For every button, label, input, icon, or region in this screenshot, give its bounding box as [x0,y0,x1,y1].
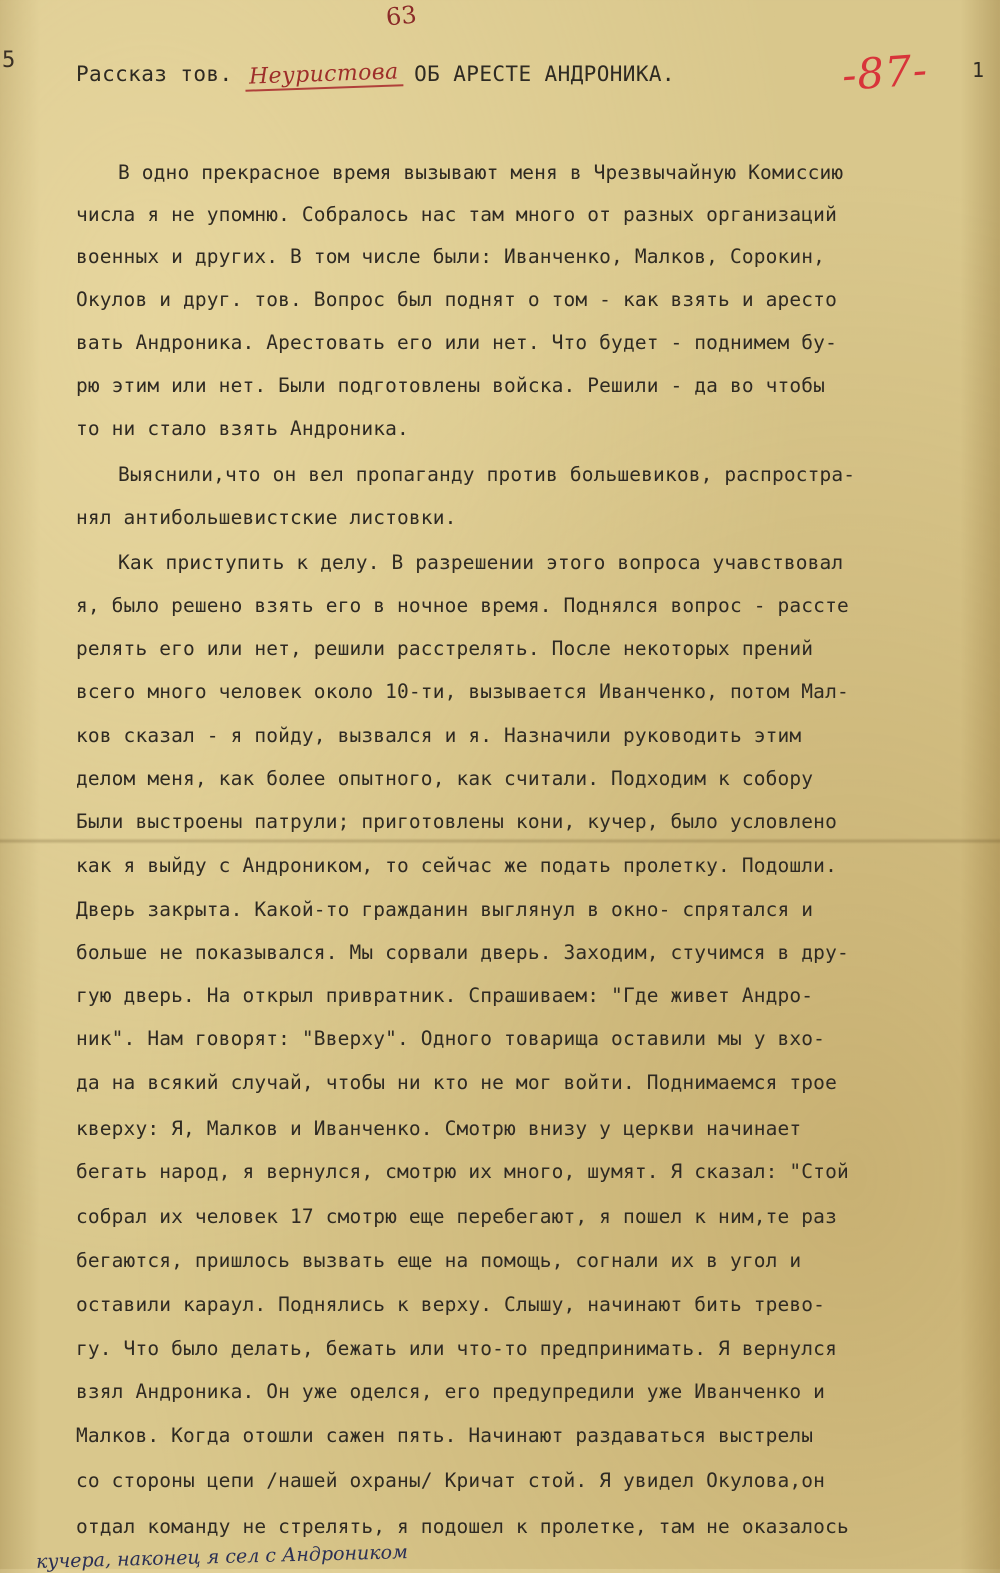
edge-mark: 1 [972,58,985,82]
text-line: отдал команду не стрелять, я подошел к пролетке, там не оказалось [76,1515,849,1538]
text-line: Малков. Когда отошли сажен пять. Начинают раздаваться выстрелы [76,1424,814,1447]
title-text: ОБ АРЕСТЕ АНДРОНИКА. [414,62,675,86]
text-line: Были выстроены патрули; приготовлены кони, кучер, было условлено [76,810,837,833]
text-line: оставили караул. Поднялись к верху. Слышу, начинают бить трево- [76,1293,826,1316]
title-prefix: Рассказ тов. [76,62,233,86]
text-line: делом меня, как более опытного, как считали. Подходим к собору [76,767,814,790]
text-line: числа я не упомню. Собралось нас там много от разных организаций [76,203,837,226]
text-line: В одно прекрасное время вызывают меня в Чрезвычайную Комиссию [118,161,844,184]
archive-number-stamp: -87- [840,45,930,100]
text-line: гу. Что было делать, бежать или что-то предпринимать. Я вернулся [76,1337,837,1360]
title-handwritten-name: Неуристова [244,59,402,91]
text-line: взял Андроника. Он уже оделся, его предупредили уже Иванченко и [76,1380,826,1403]
text-line: ков сказал - я пойду, вызвался и я. Назначили руководить этим [76,724,802,747]
text-line: как я выйду с Андроником, то сейчас же подать пролетку. Подошли. [76,854,837,877]
handwritten-note: кучера, наконец я сел с Андроником [35,1541,409,1573]
text-line: бегаются, пришлось вызвать еще на помощь, согнали их в угол и [76,1249,802,1272]
text-line: Как приступить к делу. В разрешении этого вопроса учавствовал [118,551,844,574]
text-line: военных и других. В том числе были: Иванченко, Малков, Сорокин, [76,245,826,268]
text-line: нял антибольшевистские листовки. [76,506,457,529]
text-line: Дверь закрыта. Какой-то гражданин выглянул в окно- спрятался и [76,898,814,921]
margin-mark: 5 [2,48,16,73]
text-line: то ни стало взять Андроника. [76,417,409,440]
page-number: 63 [384,0,418,32]
text-line: гую дверь. На открыл привратник. Спрашиваем: "Где живет Андро- [76,984,814,1007]
text-line: рю этим или нет. Были подготовлены войска. Решили - да во чтобы [76,374,826,397]
text-line: кверху: Я, Малков и Иванченко. Смотрю внизу у церкви начинает [76,1117,802,1140]
text-line: ник". Нам говорят: "Вверху". Одного товарища оставили мы у вхо- [76,1027,826,1050]
text-line: Выяснили,что он вел пропаганду против большевиков, распростра- [118,463,856,486]
text-line: бегать народ, я вернулся, смотрю их много, шумят. Я сказал: "Стой [76,1160,849,1183]
text-line: релять его или нет, решили расстрелять. После некоторых прений [76,637,814,660]
text-line: да на всякий случай, чтобы ни кто не мог войти. Поднимаемся трое [76,1071,837,1094]
text-line: больше не показывался. Мы сорвали дверь. Заходим, стучимся в дру- [76,941,849,964]
text-line: я, было решено взять его в ночное время. Поднялся вопрос - paccтe [76,594,849,617]
text-line: вать Андроника. Арестовать его или нет. Что будет - поднимем бу- [76,331,837,354]
text-line: всего много человек около 10-ти, вызывается Иванченко, потом Мал- [76,680,849,703]
text-line: Окулов и друг. тов. Вопрос был поднят о том - как взять и аресто [76,288,837,311]
text-line: со стороны цепи /нашей охраны/ Кричат стой. Я увидел Окулова,он [76,1469,826,1492]
text-line: собрал их человек 17 смотрю еще перебегают, я пошел к ним,те раз [76,1205,837,1228]
